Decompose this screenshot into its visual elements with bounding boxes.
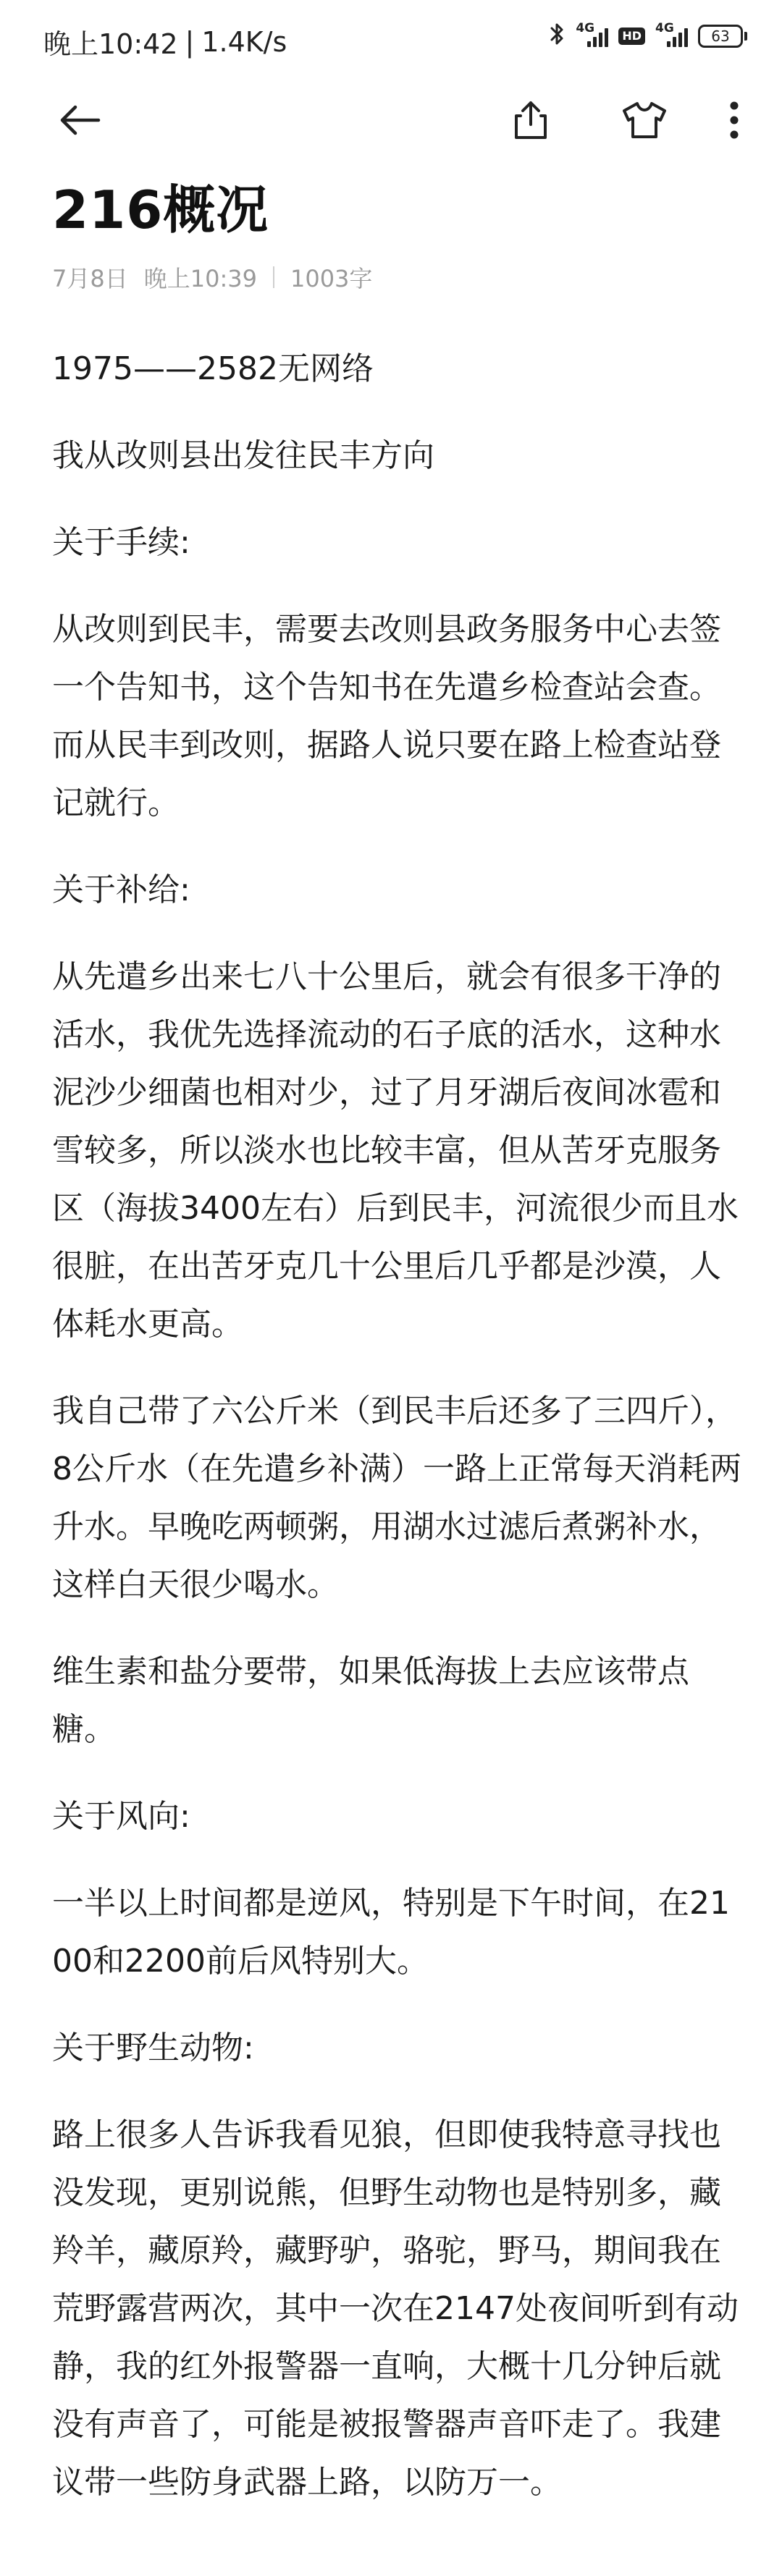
share-button[interactable] [503,94,558,149]
status-left [43,22,287,62]
paragraph[interactable]: 我自己带了六公斤米（到民丰后还多了三四斤），8公斤水（在先遣乡补满）一路上正常每天消耗两升水。早晚吃两顿粥，用湖水过滤后煮粥补水，这样白天很少喝水。 [52,1393,741,1603]
theme-button[interactable] [617,94,672,149]
note-time: 晚上10:39 [143,265,257,292]
status-right [550,22,747,50]
section-heading[interactable]: 关于风向: [52,1798,190,1835]
paragraph[interactable]: 1975——2582无网络 [52,350,374,387]
section-heading[interactable]: 关于补给: [52,871,190,908]
status-time: 晚上10:42 [43,28,178,60]
more-button[interactable] [718,94,750,149]
note-title[interactable]: 216概况 [52,180,269,240]
signal-type-label: 4G [576,20,595,35]
meta-divider [273,266,274,288]
signal-icon-2 [655,20,688,47]
share-icon [512,100,550,143]
more-vertical-icon [729,101,739,143]
back-button[interactable] [52,94,107,149]
section-heading[interactable]: 关于手续: [52,524,190,561]
status-bar [0,0,782,80]
paragraph[interactable]: 我从改则县出发往民丰方向 [52,437,434,474]
signal-icon [576,20,608,47]
note-body[interactable] [52,340,747,2541]
paragraph[interactable]: 路上很多人告诉我看见狼，但即使我特意寻找也没发现，更别说熊，但野生动物也是特别多，藏羚羊，藏原羚，藏野驴，骆驼，野马，期间我在荒野露营两次，其中一次在2147处夜间听到有动静，我的红外报警器一直响，大概十几分钟后就没有声音了，可能是被报警器声音吓走了。我建议带一些防身武器上路，以防万一。 [52,2116,739,2501]
note-meta [52,261,372,294]
tshirt-theme-icon [621,100,668,143]
signal-type-label-2: 4G [655,20,674,35]
back-arrow-icon [58,104,101,139]
section-heading[interactable]: 关于野生动物: [52,2030,254,2066]
status-divider: | [185,25,195,58]
battery-level: 63 [711,27,730,45]
paragraph[interactable]: 一半以上时间都是逆风，特别是下午时间，在2100和2200前后风特别大。 [52,1885,730,1980]
paragraph[interactable]: 维生素和盐分要带，如果低海拔上去应该带点糖。 [52,1653,689,1748]
network-speed: 1.4K/s [201,25,287,58]
bluetooth-icon [550,22,566,50]
battery-icon [698,25,747,48]
word-count: 1003字 [290,265,373,292]
paragraph[interactable]: 从先遣乡出来七八十公里后，就会有很多干净的活水，我优先选择流动的石子底的活水，这种水泥沙少细菌也相对少，过了月牙湖后夜间冰雹和雪较多，所以淡水也比较丰富，但从苦牙克服务区（海拔3400左右）后到民丰，河流很少而且水很脏，在出苦牙克几十公里后几乎都是沙漠，人体耗水更高。 [52,958,739,1343]
note-date: 7月8日 [52,265,128,292]
paragraph[interactable]: 从改则到民丰，需要去改则县政务服务中心去签一个告知书，这个告知书在先遣乡检查站会查。而从民丰到改则，据路人说只要在路上检查站登记就行。 [52,611,721,822]
hd-icon: HD [618,28,645,45]
toolbar [0,80,782,163]
